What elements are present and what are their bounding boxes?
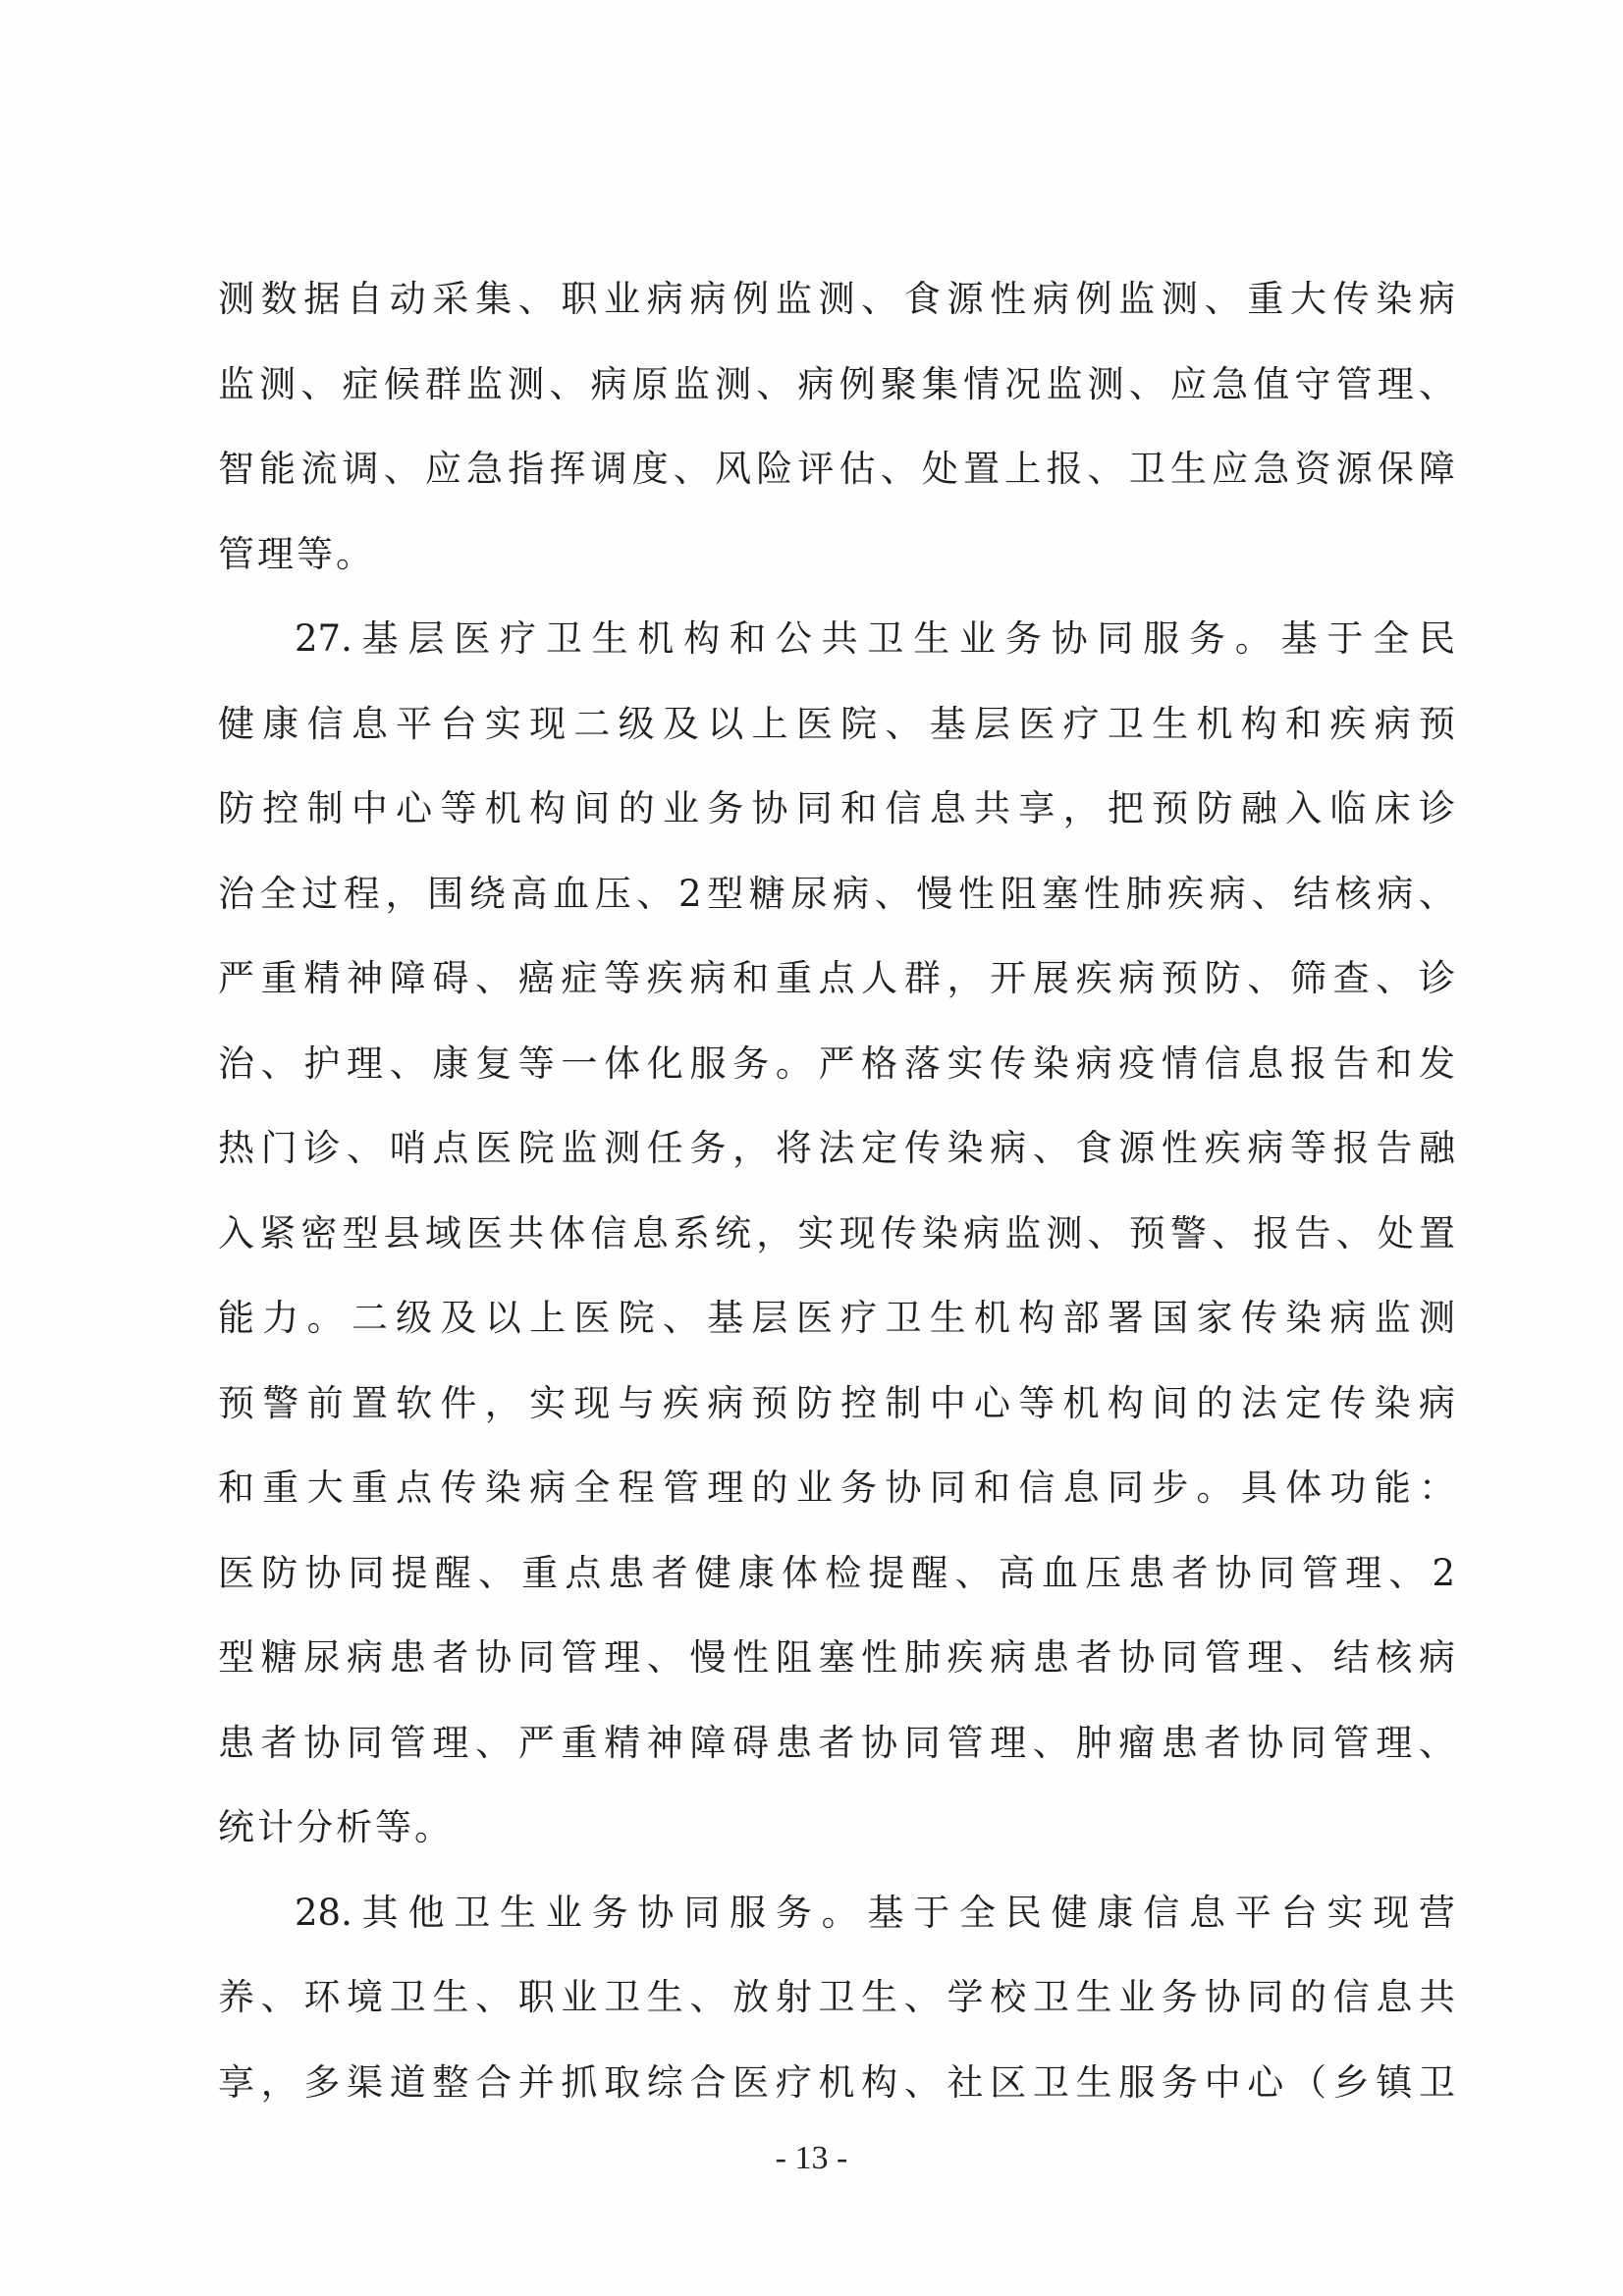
paragraph-first-line: 27.基层医疗卫生机构和公共卫生业务协同服务。基于全民 xyxy=(295,617,1455,660)
text-line: 享，多渠道整合并抓取综合医疗机构、社区卫生服务中心（乡镇卫 xyxy=(218,2060,1455,2104)
text-line: 防控制中心等机构间的业务协同和信息共享，把预防融入临床诊 xyxy=(218,787,1455,829)
text-line: 热门诊、哨点医院监测任务，将法定传染病、食源性疾病等报告融 xyxy=(218,1127,1455,1169)
text-line: 和重大重点传染病全程管理的业务协同和信息同步。具体功能： xyxy=(218,1467,1455,1509)
text-line: 严重精神障碍、癌症等疾病和重点人群，开展疾病预防、筛查、诊 xyxy=(218,957,1455,999)
text-line: 型糖尿病患者协同管理、慢性阻塞性肺疾病患者协同管理、结核病 xyxy=(218,1636,1455,1679)
text-line: 统计分析等。 xyxy=(218,1806,454,1848)
page-number: - 13 - xyxy=(775,2140,848,2176)
text-line: 管理等。 xyxy=(218,532,375,575)
body-text xyxy=(218,257,1455,2125)
paragraph-first-line: 28.其他卫生业务协同服务。基于全民健康信息平台实现营 xyxy=(295,1891,1455,1934)
text-line: 医防协同提醒、重点患者健康体检提醒、高血压患者协同管理、2 xyxy=(218,1551,1455,1594)
text-line: 治全过程，围绕高血压、2型糖尿病、慢性阻塞性肺疾病、结核病、 xyxy=(218,872,1455,915)
text-line: 入紧密型县域医共体信息系统，实现传染病监测、预警、报告、处置 xyxy=(218,1211,1455,1255)
text-line: 养、环境卫生、职业卫生、放射卫生、学校卫生业务协同的信息共 xyxy=(218,1976,1455,2018)
text-line: 监测、症候群监测、病原监测、病例聚集情况监测、应急值守管理、 xyxy=(218,362,1455,405)
text-line: 能力。二级及以上医院、基层医疗卫生机构部署国家传染病监测 xyxy=(218,1297,1455,1339)
text-line: 治、护理、康复等一体化服务。严格落实传染病疫情信息报告和发 xyxy=(218,1041,1455,1085)
text-line: 预警前置软件，实现与疾病预防控制中心等机构间的法定传染病 xyxy=(218,1381,1455,1424)
text-line: 健康信息平台实现二级及以上医院、基层医疗卫生机构和疾病预 xyxy=(218,702,1455,745)
text-line: 患者协同管理、严重精神障碍患者协同管理、肿瘤患者协同管理、 xyxy=(218,1721,1455,1764)
text-line: 智能流调、应急指挥调度、风险评估、处置上报、卫生应急资源保障 xyxy=(218,448,1455,490)
text-line: 测数据自动采集、职业病病例监测、食源性病例监测、重大传染病 xyxy=(218,278,1455,320)
